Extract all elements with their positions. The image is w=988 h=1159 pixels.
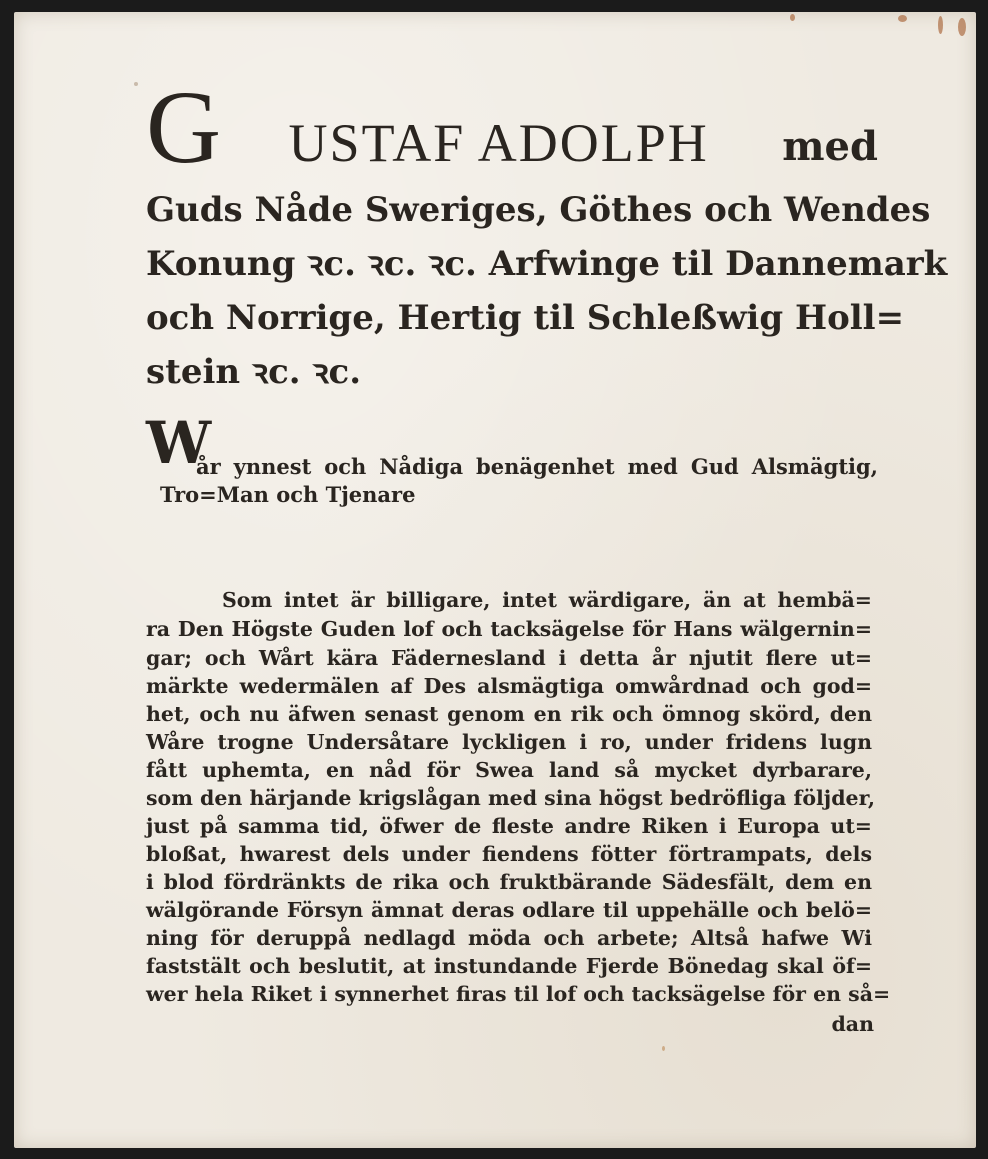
body-line: ning för deruppå nedlagd möda och arbete; Altså hafwe Wi [146,926,872,950]
body-line: ra Den Högste Guden lof och tacksägelse för Hans wälgernin= [146,617,872,641]
body-line: Wåre trogne Undersåtare lyckligen i ro, under fridens lugn [146,730,872,754]
title-trailing-word: med [782,123,878,170]
body-line: wer hela Riket i synnerhet firas til lof och tacksägelse för en så= [146,982,891,1006]
title-name: USTAF ADOLPH [288,113,709,173]
body-line: faststält och beslutit, at instundande Fjerde Bönedag skal öf= [146,954,872,978]
ink-stain [958,18,966,36]
body-line: gar; och Wårt kära Fädernesland i detta år njutit flere ut= [146,646,872,670]
ink-stain [898,15,907,22]
paper-speck [134,82,138,86]
body-line: wälgörande Försyn ämnat deras odlare til uppehälle och belö= [146,898,872,922]
royal-title [146,70,878,185]
heading-line: stein ꝛc. ꝛc. [146,352,362,392]
body-line: just på samma tid, öfwer de fleste andre Riken i Europa ut= [146,814,872,838]
body-line: märkte wedermälen af Des alsmägtiga omwårdnad och god= [146,674,872,698]
heading-line: Guds Nåde Sweriges, Göthes och Wendes [146,190,931,230]
body-line: het, och nu äfwen senast genom en rik och ömnog skörd, den [146,702,872,726]
greeting-line: år ynnest och Nådiga benägenhet med Gud Alsmägtig, [196,454,878,479]
decree-text [146,0,948,1159]
body-line: bloßat, hwarest dels under fiendens fötter förtrampats, dels [146,842,872,866]
heading-line: och Norrige, Hertig til Schleßwig Holl= [146,298,905,338]
catchword: dan [831,1012,874,1036]
ink-stain [938,16,943,34]
greeting-initial: W [146,409,212,477]
body-line: fått uphemta, en nåd för Swea land så mycket dyrbarare, [146,758,872,782]
body-line: i blod fördränkts de rika och fruktbärande Sädesfält, dem en [146,870,872,894]
greeting-line: Tro=Man och Tjenare [160,482,416,507]
body-line: som den härjande krigslågan med sina högst bedröfliga följder, [146,786,876,810]
body-line: Som intet är billigare, intet wärdigare, än at hembä= [222,588,872,612]
heading-line: Konung ꝛc. ꝛc. ꝛc. Arfwinge til Dannemark [146,244,948,284]
title-initial: G [146,70,222,185]
